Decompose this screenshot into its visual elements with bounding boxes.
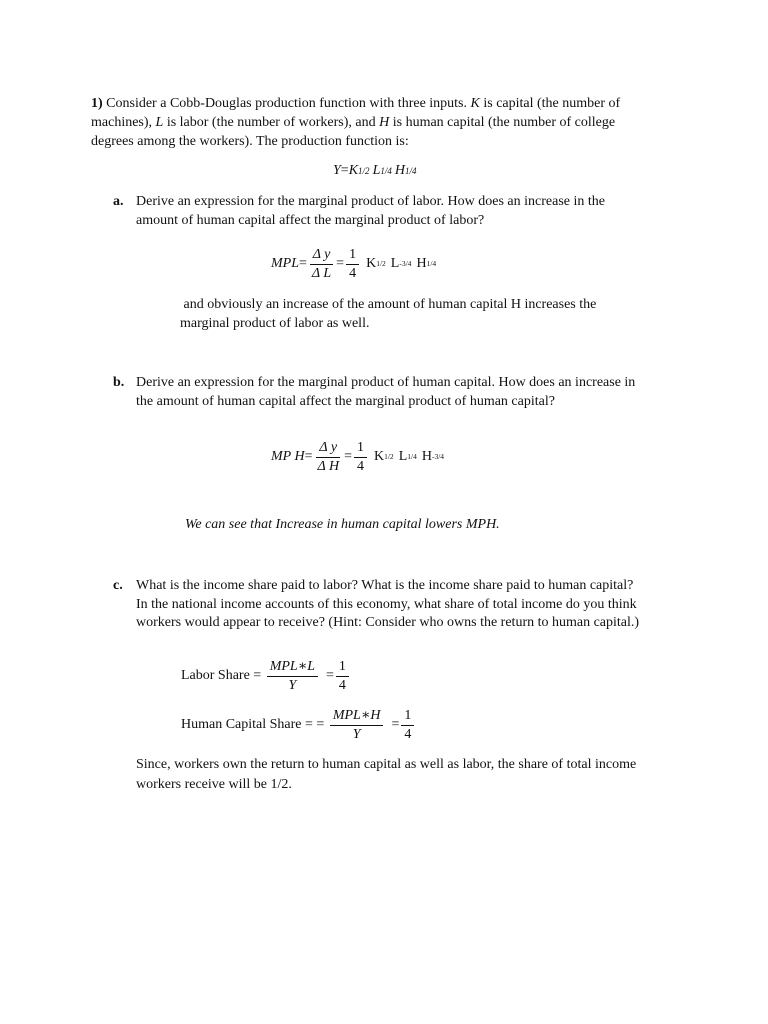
- part-a-question-line1: Derive an expression for the marginal product of labor. How does an increase in the: [136, 194, 605, 209]
- part-b-answer: We can see that Increase in human capital lowers MPH.: [185, 517, 500, 532]
- mph-equals-1: =: [304, 449, 313, 464]
- machines-text: machines),: [91, 115, 153, 130]
- production-function: Y = K 1/2 L 1/4 H 1/4: [333, 163, 417, 178]
- human-capital-share-equation: [181, 705, 416, 745]
- part-a-question-line2: amount of human capital affect the marginal product of labor?: [136, 213, 485, 228]
- mph-denominator: Δ H: [317, 458, 340, 474]
- part-c-label: c.: [113, 578, 123, 593]
- question-number: 1): [91, 96, 103, 111]
- labor-share-fraction: [267, 659, 318, 694]
- mpl-derivative-fraction: [309, 247, 334, 282]
- k-symbol: K: [470, 96, 480, 111]
- mpl-equation: MPL = $\frac{\text{Δ y}}{\text{Δ L}}$ = $\frac{1}{4}$ K 1/2 L -3/4 H 1/4: [271, 246, 437, 281]
- pf-output: Y: [333, 163, 341, 178]
- labor-share-denominator: Y: [288, 677, 297, 693]
- part-a-label: a.: [113, 194, 124, 209]
- pf-k: K: [348, 163, 359, 178]
- hc-share-value-fraction: [401, 708, 414, 743]
- h-description: is human capital (the number of college: [392, 115, 616, 130]
- mpl-lhs: MPL: [271, 256, 299, 271]
- hc-share-denominator: Y: [352, 726, 361, 742]
- mph-derivative-fraction: [314, 440, 342, 475]
- labor-share-equation: [181, 656, 351, 696]
- labor-share-value-denominator: 4: [338, 677, 346, 693]
- mpl-coef-numerator: 1: [346, 247, 359, 265]
- part-c-question-line1: What is the income share paid to labor? What is the income share paid to human capital?: [136, 578, 634, 593]
- mph-lhs: MP H: [271, 449, 305, 464]
- labor-share-value-numerator: 1: [336, 659, 349, 677]
- mph-coef-numerator: 1: [354, 440, 367, 458]
- mph-l: L: [398, 449, 408, 464]
- part-c-conclusion-line1: Since, workers own the return to human capital as well as labor, the share of total income: [136, 757, 637, 772]
- mph-numerator: Δ y: [316, 440, 340, 458]
- hc-share-equals: =: [391, 717, 400, 732]
- l-description: is labor (the number of workers), and: [166, 115, 376, 130]
- hc-share-value-numerator: 1: [401, 708, 414, 726]
- hc-share-value-denominator: 4: [404, 726, 412, 742]
- labor-share-label: Labor Share =: [181, 668, 265, 683]
- part-b-question-line1: Derive an expression for the marginal product of human capital. How does an increase in: [136, 375, 636, 390]
- part-c-question-line2: In the national income accounts of this economy, what share of total income do you think: [136, 597, 637, 612]
- mph-coef-denominator: 4: [356, 458, 364, 474]
- labor-share-equals: =: [326, 668, 334, 683]
- mpl-denominator: Δ L: [311, 265, 332, 281]
- mpl-k: K: [366, 256, 377, 271]
- h-symbol: H: [379, 115, 390, 130]
- part-b-question-line2: the amount of human capital affect the marginal product of human capital?: [136, 394, 555, 409]
- mpl-numerator: Δ y: [310, 247, 334, 265]
- mpl-l: L: [390, 256, 400, 271]
- part-a-answer-line2: marginal product of labor as well.: [180, 316, 370, 331]
- pf-equals: =: [340, 163, 349, 178]
- mph-h: H: [421, 449, 432, 464]
- q1-intro-line1: [91, 94, 620, 113]
- pf-l: L: [372, 163, 381, 178]
- k-description: is capital (the number of: [483, 96, 621, 111]
- part-c-question-line3: workers would appear to receive? (Hint: Consider who owns the return to human capital.): [136, 615, 640, 630]
- pf-h: H: [394, 163, 405, 178]
- labor-share-numerator: MPL∗L: [267, 659, 318, 677]
- mpl-equals-2: =: [336, 256, 345, 271]
- part-b-label: b.: [113, 375, 125, 390]
- labor-share-value-fraction: [336, 659, 349, 694]
- hc-share-label: Human Capital Share = =: [181, 717, 328, 732]
- q1-intro-line2: [91, 113, 615, 132]
- mph-k: K: [373, 449, 385, 464]
- mpl-coefficient-fraction: [346, 247, 359, 282]
- part-a-answer-line1: and obviously an increase of the amount of human capital H increases the: [180, 297, 597, 312]
- hc-share-numerator: MPL∗H: [330, 708, 384, 726]
- q1-intro-line3: degrees among the workers). The production function is:: [91, 134, 409, 149]
- mph-equals-2: =: [344, 449, 352, 464]
- q1-intro-text: Consider a Cobb-Douglas production function with three inputs.: [106, 96, 468, 111]
- mpl-equals-1: =: [299, 256, 307, 271]
- mpl-h: H: [416, 256, 427, 271]
- l-symbol: L: [155, 115, 164, 130]
- mph-coefficient-fraction: [354, 440, 367, 475]
- mpl-coef-denominator: 4: [349, 265, 357, 281]
- part-c-conclusion-line2: workers receive will be 1/2.: [136, 777, 292, 792]
- hc-share-fraction: [330, 708, 384, 743]
- mph-equation: MP H = $\frac{\text{Δ y}}{\text{Δ H}}$ = $\frac{1}{4}$ K 1/2 L 1/4 H -3/4: [271, 439, 445, 474]
